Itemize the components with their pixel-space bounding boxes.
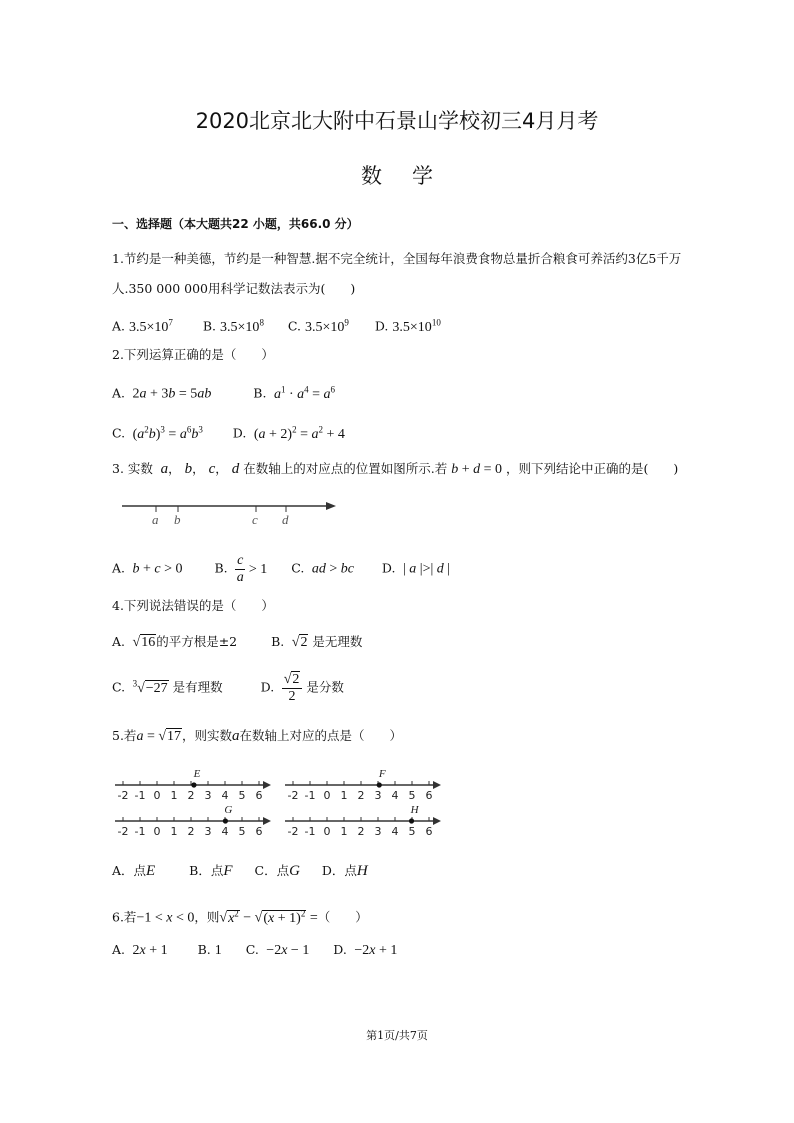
q3-option-d-label: D. xyxy=(381,560,396,576)
q3-option-b-label: B. xyxy=(214,560,228,576)
subject-title: 数学 xyxy=(361,164,463,188)
tick-label: 4 xyxy=(221,789,229,802)
q4-option-a-expr: √16 xyxy=(129,635,156,650)
q6-option-d: −2x + 1 xyxy=(350,943,398,958)
point-label: E xyxy=(193,768,201,780)
tick-label: 6 xyxy=(425,825,433,838)
q2-options-row1 xyxy=(112,380,335,404)
q1-option-c-label: C. xyxy=(287,318,301,334)
q3-axis-label-d: d xyxy=(282,512,289,527)
q3-option-c: ad > bc xyxy=(311,561,354,577)
page-title: 2020北京北大附中石景山学校初三4月月考 xyxy=(195,109,599,133)
tick-label: 0 xyxy=(323,789,331,802)
q4-option-b-text: 是无理数 xyxy=(312,634,363,649)
q2-option-d: $(a + 2)^2 = a^2 + 4$ xyxy=(250,424,345,442)
point-label: H xyxy=(410,804,419,816)
q3-option-b: $\frac{c}{a}$ > 1 xyxy=(236,553,268,585)
q4-option-d-expr: $\frac{√2}{2}$ xyxy=(278,681,302,696)
tick-label: 2 xyxy=(357,825,365,838)
q4-options-row1 xyxy=(112,633,362,652)
point-label: F xyxy=(378,768,386,780)
q5-option-d: H xyxy=(356,863,368,879)
point-marker xyxy=(191,782,196,787)
axis-arrow xyxy=(263,817,271,825)
section-heading: 一、选择题（本大题共22 小题，共66.0 分） xyxy=(112,217,359,231)
tick-label: 2 xyxy=(187,789,195,802)
q6-option-d-label: D. xyxy=(333,942,347,957)
tick-label: 1 xyxy=(170,789,178,802)
q4-option-b-expr: √2 xyxy=(288,635,308,650)
q1-option-a: $3.5\times 10^7$ xyxy=(129,317,173,335)
tick-label: -1 xyxy=(134,789,146,802)
number-line-g xyxy=(115,804,271,838)
q5-options xyxy=(112,862,368,880)
q2-option-c-label: C. xyxy=(112,425,126,441)
number-line-f xyxy=(285,768,441,802)
point-marker xyxy=(409,818,414,823)
q4-option-d-text: 是分数 xyxy=(306,679,344,695)
q2-option-a-label: A. xyxy=(112,385,126,401)
q1-options xyxy=(112,313,441,337)
q4-options-row2 xyxy=(112,672,344,705)
point-marker xyxy=(223,818,228,823)
q1-option-d: $3.5\times 10^{10}$ xyxy=(392,317,441,335)
q6-option-b-label: B. xyxy=(197,942,211,957)
tick-label: 5 xyxy=(408,825,416,838)
tick-label: 4 xyxy=(221,825,229,838)
tick-label: 3 xyxy=(374,825,382,838)
tick-label: 5 xyxy=(408,789,416,802)
q3-axis-label-c: c xyxy=(252,512,258,527)
number-line-h xyxy=(285,804,441,838)
q2-options-row2 xyxy=(112,420,345,444)
axis-arrow xyxy=(433,817,441,825)
tick-label: 0 xyxy=(153,825,161,838)
q2-option-a: 2a + 3b = 5ab xyxy=(129,386,212,402)
tick-label: 6 xyxy=(425,789,433,802)
tick-label: 1 xyxy=(170,825,178,838)
q3-options xyxy=(112,553,450,586)
number-line-e xyxy=(115,768,271,802)
q3-option-a-label: A. xyxy=(112,560,126,576)
q4-option-b-label: B. xyxy=(271,634,285,649)
q6-stem: 6.若−1 < x < 0，则$√x^2 - √(x + 1)^2$ =（ ） xyxy=(112,908,368,926)
q5-option-c: G xyxy=(289,863,300,879)
q2-stem: 2.下列运算正确的是（ ） xyxy=(112,347,274,362)
q1-option-c: $3.5\times 10^9$ xyxy=(304,317,349,335)
q3-axis-label-a: a xyxy=(152,512,159,527)
q3-option-a: b + c > 0 xyxy=(132,561,183,577)
q2-option-b-label: B. xyxy=(253,385,267,401)
q4-option-d-label: D. xyxy=(260,679,275,695)
tick-label: 2 xyxy=(357,789,365,802)
tick-label: -2 xyxy=(287,825,299,838)
q1-option-b-label: B. xyxy=(202,318,217,334)
tick-label: 1 xyxy=(340,789,348,802)
point-marker xyxy=(377,782,382,787)
q5-option-b-label: B．点 xyxy=(189,863,224,878)
tick-label: 3 xyxy=(204,825,212,838)
q5-stem: 5.若a = √17，则实数a在数轴上对应的点是（ ） xyxy=(112,728,403,744)
q1-stem-line2: 人.350 000 000用科学记数法表示为( ) xyxy=(112,281,356,296)
q3-stem: 3. 实数 a， b， c， d 在数轴上的对应点的位置如图所示.若 b + d = 0 ，则下列结论中正确的是( ) xyxy=(112,461,679,477)
q6-options xyxy=(112,941,397,960)
q2-option-d-label: D. xyxy=(232,425,247,441)
tick-label: 1 xyxy=(340,825,348,838)
tick-label: 5 xyxy=(238,789,246,802)
axis-arrow xyxy=(263,781,271,789)
axis-arrow xyxy=(433,781,441,789)
q5-option-c-label: C．点 xyxy=(254,863,290,878)
q1-option-b: $3.5\times 10^8$ xyxy=(220,317,264,335)
q4-option-a-label: A. xyxy=(112,634,126,649)
tick-label: -1 xyxy=(134,825,146,838)
tick-label: 3 xyxy=(374,789,382,802)
q1-option-d-label: D. xyxy=(374,318,389,334)
q6-option-b: 1 xyxy=(214,943,222,958)
tick-label: -2 xyxy=(117,789,129,802)
q1-option-a-label: A. xyxy=(112,318,126,334)
q5-option-a: E xyxy=(146,863,156,879)
q5-option-a-label: A．点 xyxy=(112,863,147,878)
tick-label: 0 xyxy=(323,825,331,838)
tick-label: 2 xyxy=(187,825,195,838)
q5-option-b: F xyxy=(223,863,233,879)
q6-option-c-label: C. xyxy=(245,942,259,957)
q5-number-lines xyxy=(113,765,443,845)
q6-option-a: 2x + 1 xyxy=(129,943,168,958)
q3-option-d: | a |>| d | xyxy=(399,561,451,577)
q1-stem-line1: 1.节约是一种美德，节约是一种智慧.据不完全统计，全国每年浪费食物总量折合粮食可养活约3亿5千万 xyxy=(112,251,682,266)
page-footer: 第1页/共7页 xyxy=(366,1029,428,1042)
tick-label: 0 xyxy=(153,789,161,802)
q5-option-d-label: D．点 xyxy=(321,863,357,878)
tick-label: 5 xyxy=(238,825,246,838)
tick-label: -2 xyxy=(287,789,299,802)
q4-option-c-label: C. xyxy=(112,679,126,695)
tick-label: 6 xyxy=(255,825,263,838)
q3-axis-label-b: b xyxy=(174,512,181,527)
q3-number-line xyxy=(118,496,343,532)
q4-option-c-text: 是有理数 xyxy=(172,679,223,695)
q4-stem: 4.下列说法错误的是（ ） xyxy=(112,598,274,613)
q4-option-c-expr: $^3$√−27 xyxy=(132,678,168,696)
q3-option-c-label: C. xyxy=(291,560,305,576)
tick-label: 6 xyxy=(255,789,263,802)
q6-option-a-label: A. xyxy=(112,942,126,957)
tick-label: 4 xyxy=(391,789,399,802)
tick-label: 4 xyxy=(391,825,399,838)
q6-option-c: −2x − 1 xyxy=(262,943,310,958)
tick-label: -2 xyxy=(117,825,129,838)
tick-label: -1 xyxy=(304,789,316,802)
tick-label: -1 xyxy=(304,825,316,838)
q2-option-c: $(a^2b)^3 = a^6b^3$ xyxy=(129,424,203,442)
tick-label: 3 xyxy=(204,789,212,802)
q4-option-a-text: 的平方根是±2 xyxy=(156,634,238,649)
point-label: G xyxy=(224,804,233,816)
q2-option-b: $a^1 \cdot a^4 = a^6$ xyxy=(273,384,336,402)
